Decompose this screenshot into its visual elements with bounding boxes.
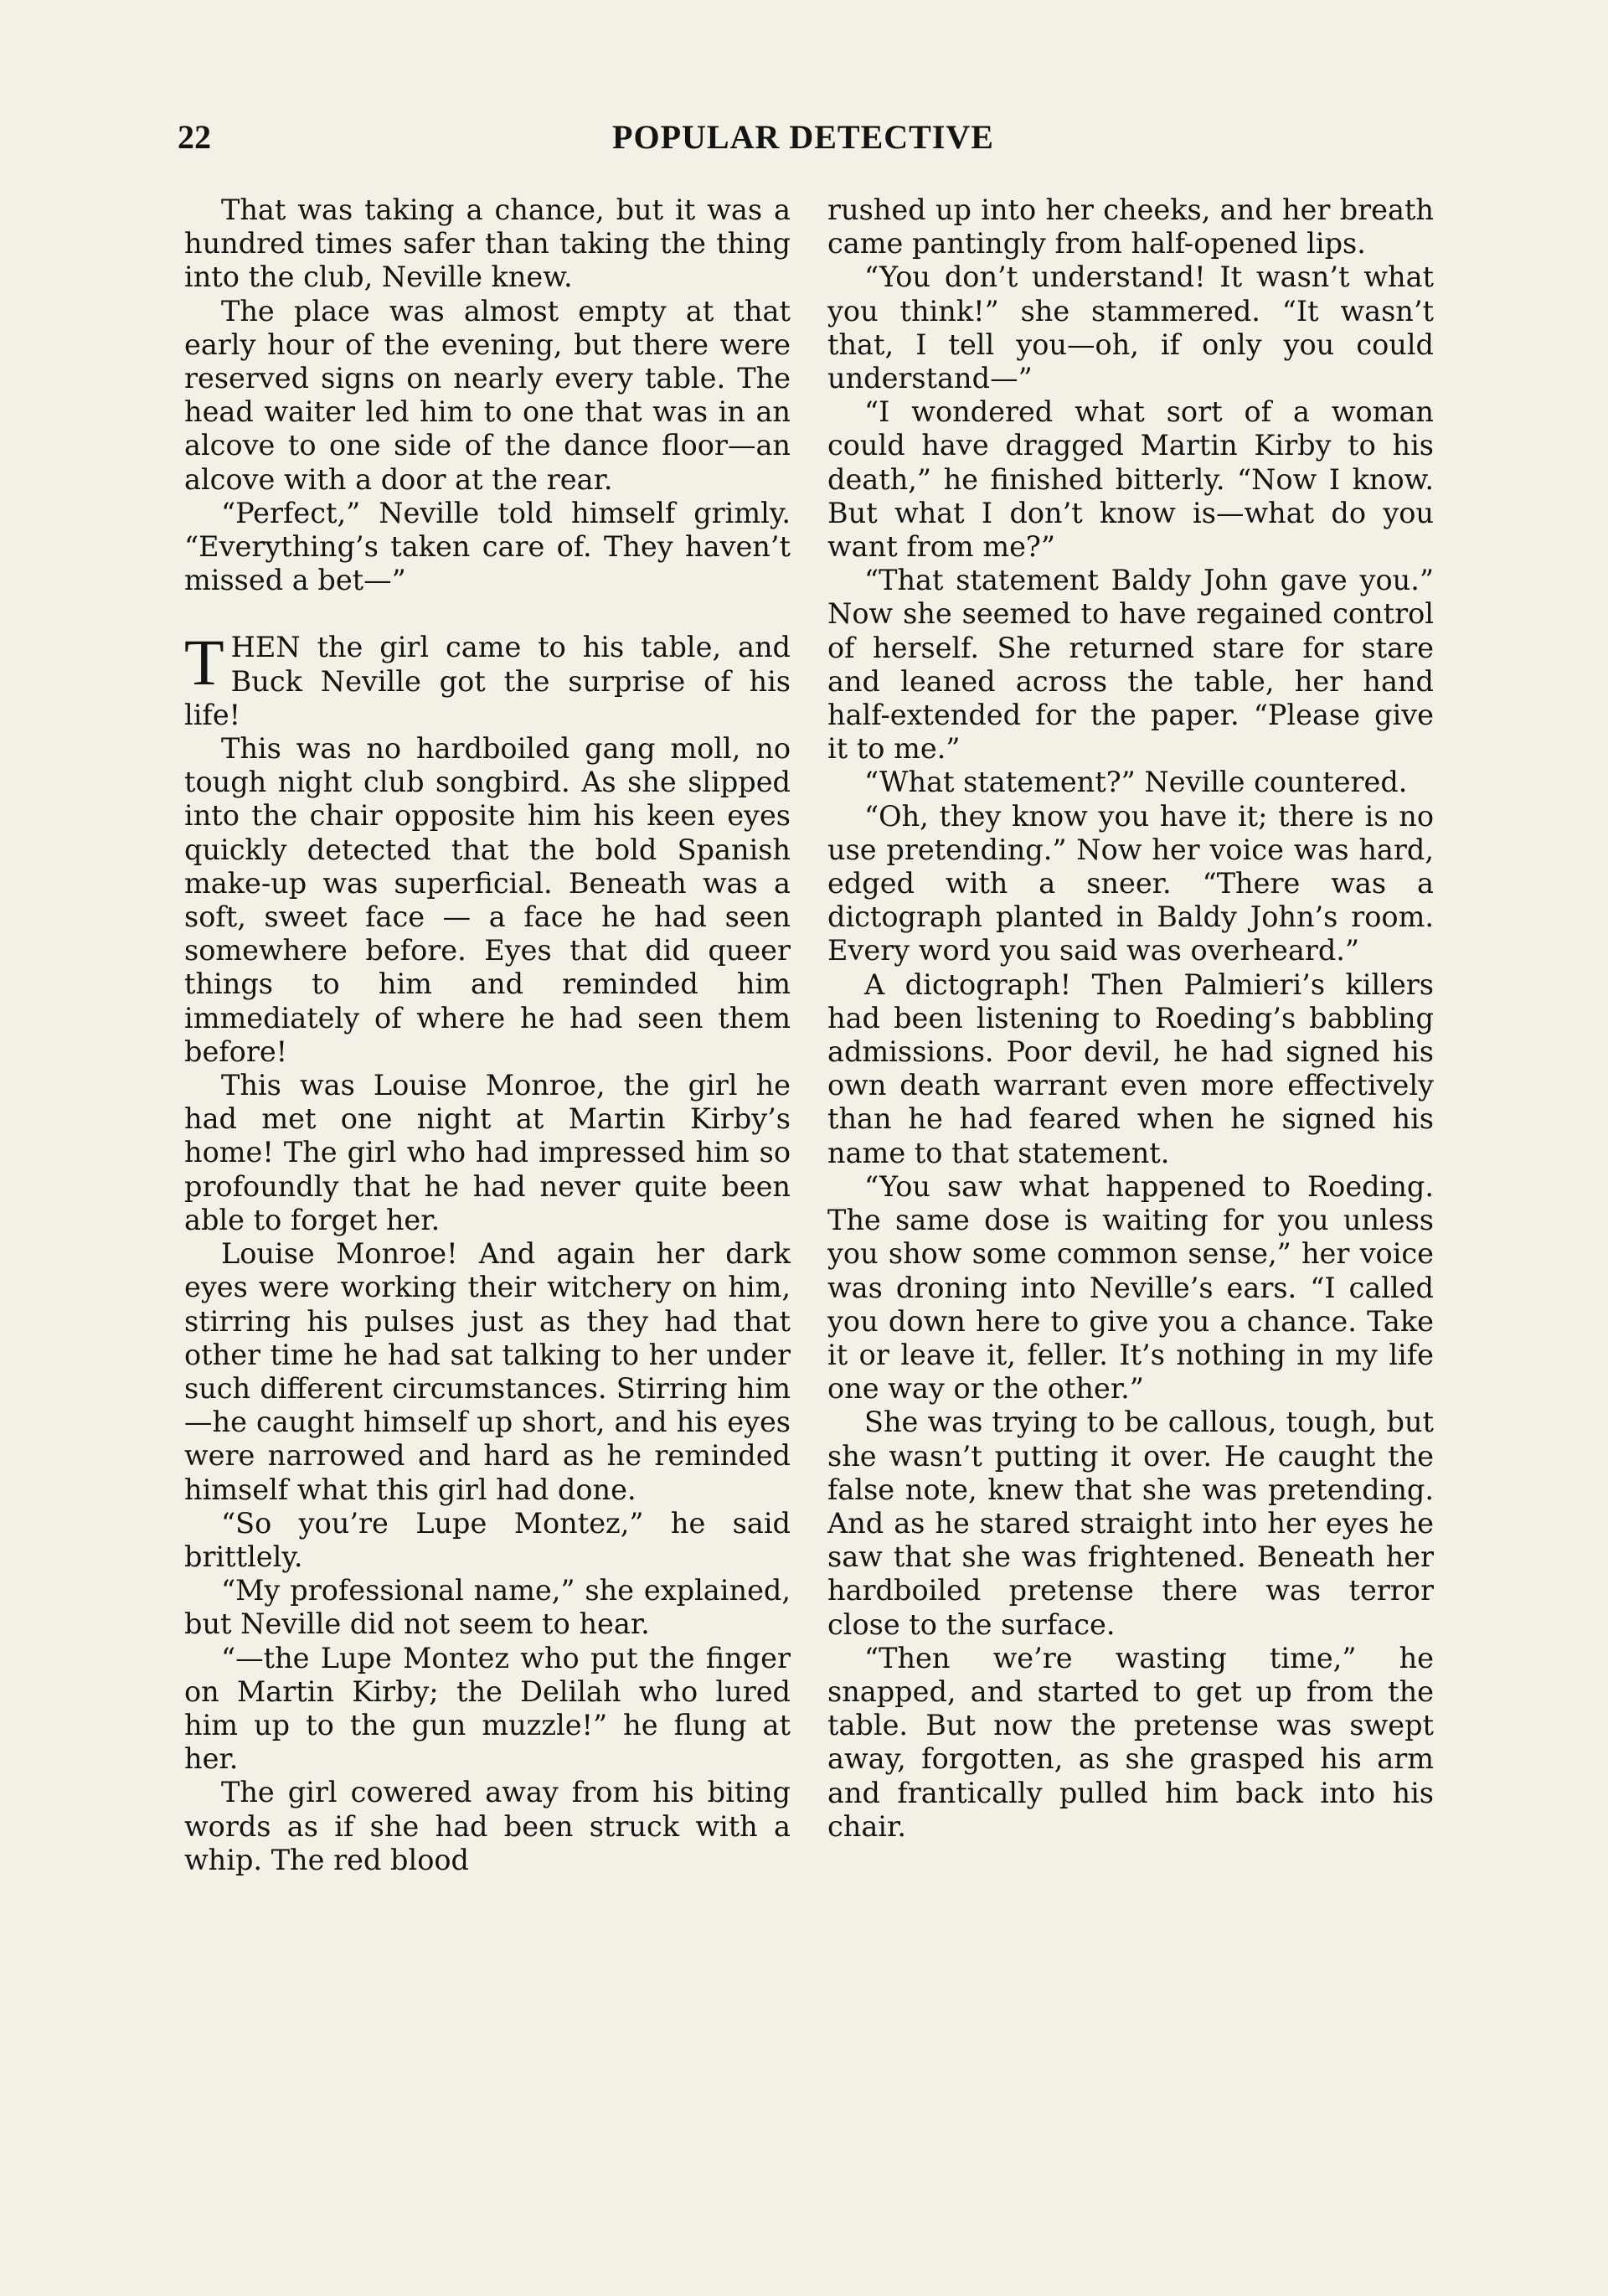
paragraph: She was trying to be callous, tough, but she wasn’t putting it over. He caught the false note, knew that she was pretending. And as he stared straight into her eyes he saw that she was frightened. Beneath her hardboiled pretense there was terror close to the surface. xyxy=(827,1406,1434,1641)
paragraph: “Perfect,” Neville told himself grimly. “Everything’s taken care of. They haven’t missed a bet—” xyxy=(184,496,791,597)
paragraph: “What statement?” Neville countered. xyxy=(864,766,1408,799)
paragraph: That was taking a chance, but it was a hundred times safer than taking the thing into the club, Neville knew. xyxy=(184,193,791,294)
paragraph: “Then we’re wasting time,” he snapped, and started to get up from the table. But now the pretense was swept away, forgotten, as she grasped his arm and frantically pulled him back into his chair. xyxy=(827,1641,1434,1843)
dropcap-paragraph xyxy=(184,626,791,732)
paragraph: A dictograph! Then Palmieri’s killers had been listening to Roeding’s babbling admissions. Poor devil, he had signed his own death warrant even more effectively than he had feared when he signed his name to that statement. xyxy=(827,967,1434,1169)
drop-cap: T xyxy=(184,626,224,699)
paragraph: “That statement Baldy John gave you.” Now she seemed to have regained control of herself. She returned stare for stare and leaned across the table, her hand half-extended for the paper. “Please give it to me.” xyxy=(827,564,1434,766)
left-column xyxy=(184,193,791,1877)
paragraph: This was no hardboiled gang moll, no tough night club songbird. As she slipped into the chair opposite him his keen eyes quickly detected that the bold Spanish make-up was superficial. Beneath was a soft, sweet face — a face he had seen somewhere before. Eyes that did queer things to him and reminded him immediately of where he had seen them before! xyxy=(184,732,791,1068)
continued-paragraph: rushed up into her cheeks, and her breath came pantingly from half-opened lips. xyxy=(827,193,1434,261)
paragraph: “You don’t understand! It wasn’t what you think!” she stammered. “It wasn’t that, I tell you—oh, if only you could understand—” xyxy=(827,261,1434,395)
paragraph: “So you’re Lupe Montez,” he said brittlely. xyxy=(184,1506,791,1573)
paragraph: Louise Monroe! And again her dark eyes were working their witchery on him, stirring his pulses just as they had that other time he had sat talking to her under such different circumstances. Stirring him—he caught himself up short, and his eyes were narrowed and hard as he reminded himself what this girl had done. xyxy=(184,1237,791,1506)
paragraph: “You saw what happened to Roeding. The same dose is waiting for you unless you show some common sense,” her voice was droning into Neville’s ears. “I called you down here to give you a chance. Take it or leave it, feller. It’s nothing in my life one way or the other.” xyxy=(827,1169,1434,1406)
page-number: 22 xyxy=(178,118,211,156)
page-header xyxy=(178,117,1429,164)
right-column xyxy=(827,193,1434,1844)
paragraph: “I wondered what sort of a woman could have dragged Martin Kirby to his death,” he finished bitterly. “Now I know. But what I don’t know is—what do you want from me?” xyxy=(827,395,1434,564)
paragraph: “My professional name,” she explained, but Neville did not seem to hear. xyxy=(184,1574,791,1641)
paragraph: “Oh, they know you have it; there is no use pretending.” Now her voice was hard, edged with a sneer. “There was a dictograph planted in Baldy John’s room. Every word you said was overheard.” xyxy=(827,799,1434,967)
dropcap-paragraph-text: HEN the girl came to his table, and Buck Neville got the surprise of his life! xyxy=(184,631,791,731)
paragraph: “—the Lupe Montez who put the finger on Martin Kirby; the Delilah who lured him up to the gun muzzle!” he flung at her. xyxy=(184,1641,791,1776)
paragraph: This was Louise Monroe, the girl he had met one night at Martin Kirby’s home! The girl who had impressed him so profoundly that he had never quite been able to forget her. xyxy=(184,1069,791,1236)
paragraph: The girl cowered away from his biting words as if she had been struck with a whip. The red blood xyxy=(184,1776,791,1876)
running-title: POPULAR DETECTIVE xyxy=(612,118,994,156)
paragraph: The place was almost empty at that early hour of the evening, but there were reserved signs on nearly every table. The head waiter led him to one that was in an alcove to one side of the dance floor—an alcove with a door at the rear. xyxy=(184,294,791,496)
